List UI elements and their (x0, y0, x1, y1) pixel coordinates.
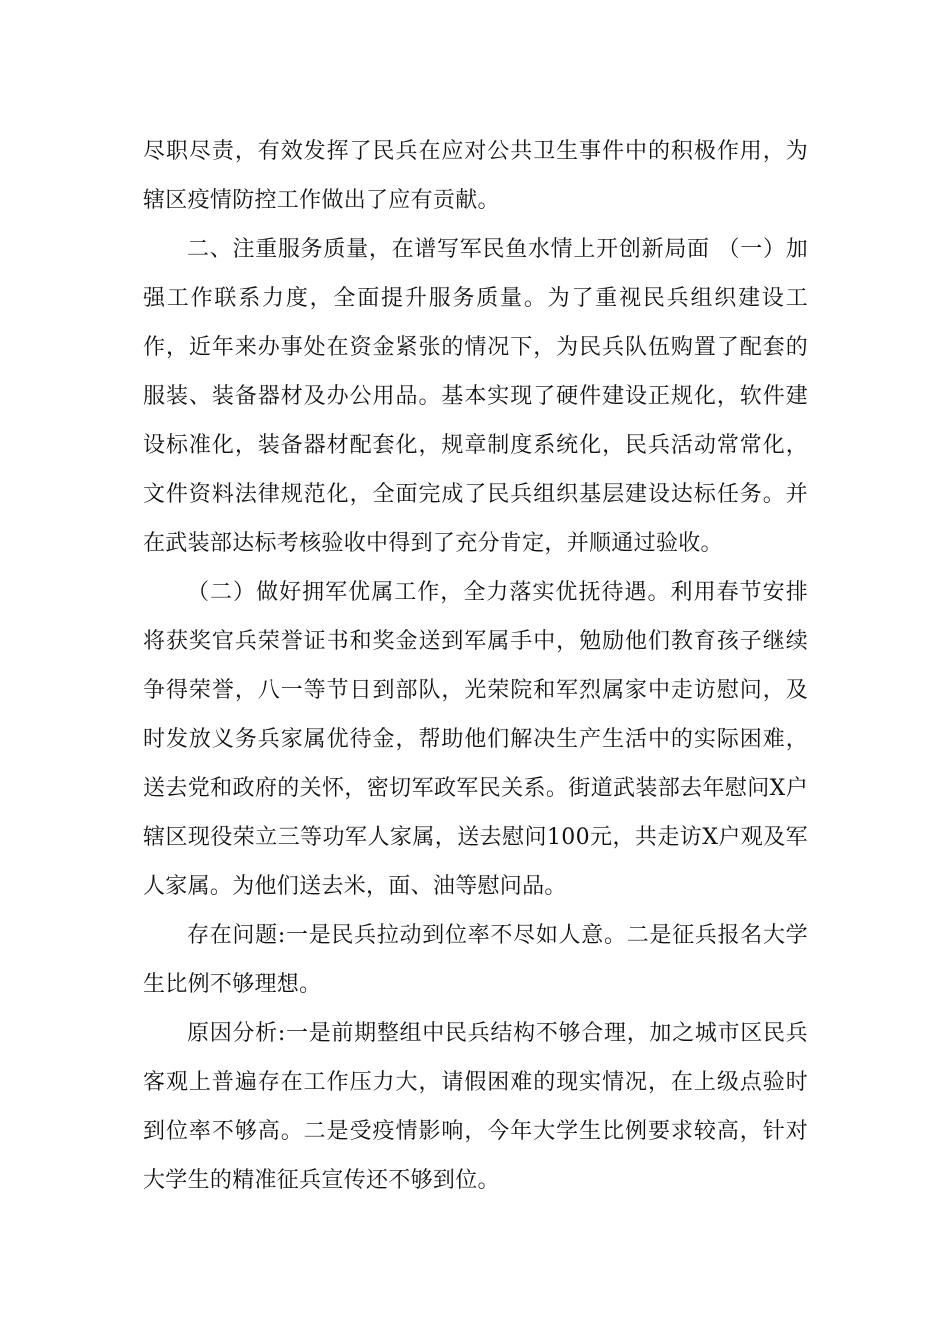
paragraph-5: 原因分析:一是前期整组中民兵结构不够合理，加之城市区民兵客观上普遍存在工作压力大，请假困难的现实情况，在上级点验时到位率不够高。二是受疫情影响，今年大学生比例要求较高，针对大学生的精准征兵宣传还不够到位。 (143, 1021, 808, 1193)
paragraph-1: 尽职尽责，有效发挥了民兵在应对公共卫生事件中的积极作用，为辖区疫情防控工作做出了应有贡献。 (143, 139, 808, 213)
document-body (143, 127, 808, 1205)
paragraph-2: 二、注重服务质量，在谱写军民鱼水情上开创新局面 （一）加强工作联系力度，全面提升服务质量。为了重视民兵组织建设工作，近年来办事处在资金紧张的情况下，为民兵队伍购置了配套的服装、装备器材及办公用品。基本实现了硬件建设正规化，软件建设标准化，装备器材配套化，规章制度系统化，民兵活动常常化，文件资料法律规范化，全面完成了民兵组织基层建设达标任务。并在武装部达标考核验收中得到了充分肯定，并顺通过验收。 (143, 237, 808, 556)
paragraph-3: （二）做好拥军优属工作，全力落实优抚待遇。利用春节安排将获奖官兵荣誉证书和奖金送到军属手中，勉励他们教育孩子继续争得荣誉，八一等节日到部队，光荣院和军烈属家中走访慰问，及时发放义务兵家属优待金，帮助他们解决生产生活中的实际困难，送去党和政府的关怀，密切军政军民关系。街道武装部去年慰问X户辖区现役荣立三等功军人家属，送去慰问100元，共走访X户观及军人家属。为他们送去米，面、油等慰问品。 (143, 580, 808, 899)
paragraph-4: 存在问题:一是民兵拉动到位率不尽如人意。二是征兵报名大学生比例不够理想。 (143, 923, 808, 997)
